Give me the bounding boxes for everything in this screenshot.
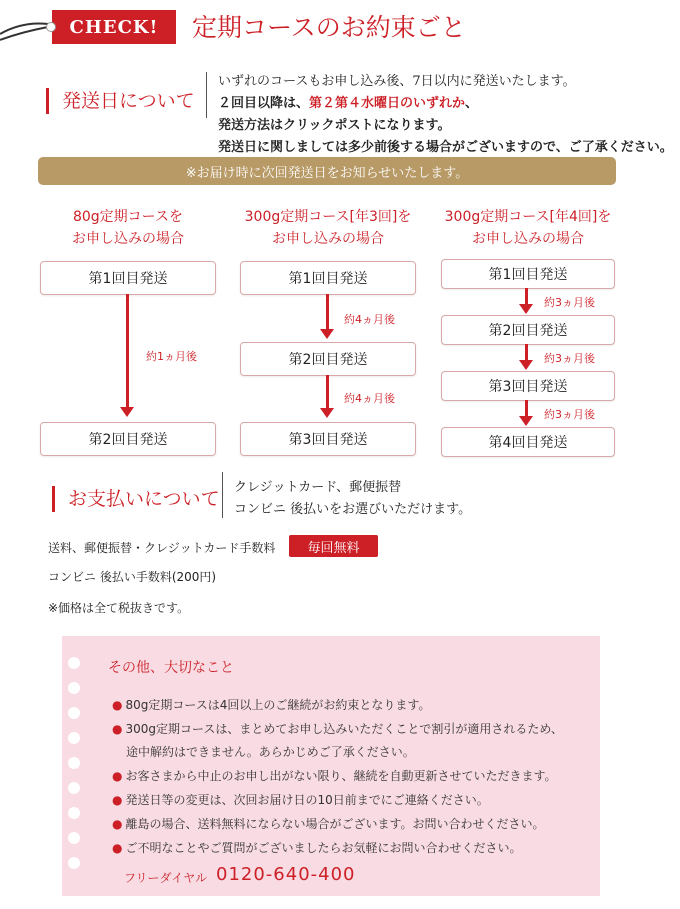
punch-hole-icon [68, 782, 80, 794]
flow-300g-3-arrow-icon-1 [320, 329, 334, 339]
flow-300g-3-title: 300g定期コース[年3回]を お申し込みの場合 [244, 209, 412, 247]
payment-divider [222, 472, 223, 518]
note-item-continuation: 途中解約はできません。あらかじめご了承ください。 [126, 745, 415, 759]
shipping-divider [206, 72, 207, 118]
flow-300g-4-arrow-icon-1 [519, 304, 533, 314]
flow-300g-4-step-2: 第2回目発送 [441, 315, 615, 345]
shipping-description [218, 71, 673, 159]
punch-hole-icon [68, 682, 80, 694]
notes-title: その他、大切なこと [108, 660, 234, 676]
shipping-days-highlight: 第２第４水曜日のいずれか [309, 96, 466, 111]
tag-hole-icon [46, 22, 56, 32]
note-item: ● 発送日等の変更は、次回お届け日の10日前までにご連絡ください。 [112, 793, 489, 807]
flow-300g-3-arrow-line-2 [326, 375, 329, 409]
flow-300g-3-interval-2: 約4ヵ月後 [344, 392, 395, 405]
free-badge: 毎回無料 [289, 535, 378, 557]
punch-hole-icon [68, 807, 80, 819]
tax-note: ※価格は全て税抜きです。 [48, 601, 190, 615]
next-shipping-notice: ※お届け時に次回発送日をお知らせいたします。 [38, 157, 616, 185]
flow-300g-4-arrow-icon-3 [519, 416, 533, 426]
shipping-line-2: ２回目以降は、第２第４水曜日のいずれか、 [218, 96, 479, 111]
check-badge: CHECK! [52, 10, 176, 44]
free-dial-number[interactable]: 0120-640-400 [216, 864, 356, 885]
page-title: 定期コースのお約束ごと [192, 13, 466, 42]
flow-80g-arrow-icon [120, 407, 134, 417]
convenience-fee-text: コンビニ 後払い手数料(200円) [48, 570, 217, 584]
flow-300g-4-step-3: 第3回目発送 [441, 371, 615, 401]
shipping-line-1: いずれのコースもお申し込み後、7日以内に発送いたします。 [218, 74, 576, 89]
punch-hole-icon [68, 832, 80, 844]
bullet-icon: ● [112, 817, 123, 831]
punch-hole-icon [68, 657, 80, 669]
flow-300g-3-step-1: 第1回目発送 [240, 261, 416, 295]
flow-300g-3-step-3: 第3回目発送 [240, 422, 416, 456]
shipping-fee-text: 送料、郵便振替・クレジットカード手数料 [48, 541, 276, 555]
payment-line-1: クレジットカード、郵便振替 [234, 480, 402, 495]
flow-80g-arrow-line [126, 294, 129, 408]
punch-hole-icon [68, 707, 80, 719]
payment-methods [234, 477, 471, 521]
flow-80g-step-2: 第2回目発送 [40, 422, 216, 456]
shipping-line-4: 発送日に関しましては多少前後する場合がございますので、ご了承ください。 [218, 140, 673, 155]
bullet-icon: ● [112, 841, 123, 855]
payment-heading: お支払いについて [68, 484, 220, 511]
note-item: ● お客さまから中止のお申し出がない限り、継続を自動更新させていただきます。 [112, 769, 557, 783]
punch-hole-icon [68, 857, 80, 869]
flow-300g-3-interval-1: 約4ヵ月後 [344, 313, 395, 326]
note-item: ● 離島の場合、送料無料にならない場合がございます。お問い合わせください。 [112, 817, 545, 831]
bullet-icon: ● [112, 698, 123, 712]
flow-300g-3-arrow-line-1 [326, 294, 329, 330]
flow-300g-4-step-4: 第4回目発送 [441, 427, 615, 457]
shipping-line-3: 発送方法はクリックポストになります。 [218, 118, 451, 133]
note-item: ● 80g定期コースは4回以上のご継続がお約束となります。 [112, 698, 431, 712]
flow-300g-4-step-1: 第1回目発送 [441, 259, 615, 289]
bullet-icon: ● [112, 769, 123, 783]
note-item: ● ご不明なことやご質問がございましたらお気軽にお問い合わせください。 [112, 841, 522, 855]
shipping-heading: 発送日について [62, 86, 195, 113]
flow-300g-4-arrow-icon-2 [519, 360, 533, 370]
flow-300g-4-interval-1: 約3ヵ月後 [544, 296, 595, 309]
flow-80g-title: 80g定期コースを お申し込みの場合 [72, 209, 184, 247]
flow-300g-3-arrow-icon-2 [320, 408, 334, 418]
free-dial-label: フリーダイヤル [124, 871, 208, 885]
flow-300g-4-interval-2: 約3ヵ月後 [544, 352, 595, 365]
bullet-icon: ● [112, 793, 123, 807]
flow-300g-3-step-2: 第2回目発送 [240, 342, 416, 376]
flow-80g-interval: 約1ヵ月後 [146, 350, 197, 363]
punch-hole-icon [68, 732, 80, 744]
note-item: ● 300g定期コースは、まとめてお申し込みいただくことで割引が適用されるため、 [112, 722, 563, 736]
flow-300g-4-interval-3: 約3ヵ月後 [544, 408, 595, 421]
payment-line-2: コンビニ 後払いをお選びいただけます。 [234, 502, 472, 517]
punch-hole-icon [68, 757, 80, 769]
flow-300g-4-title: 300g定期コース[年4回]を お申し込みの場合 [444, 209, 612, 247]
flow-80g-step-1: 第1回目発送 [40, 261, 216, 295]
bullet-icon: ● [112, 722, 123, 736]
